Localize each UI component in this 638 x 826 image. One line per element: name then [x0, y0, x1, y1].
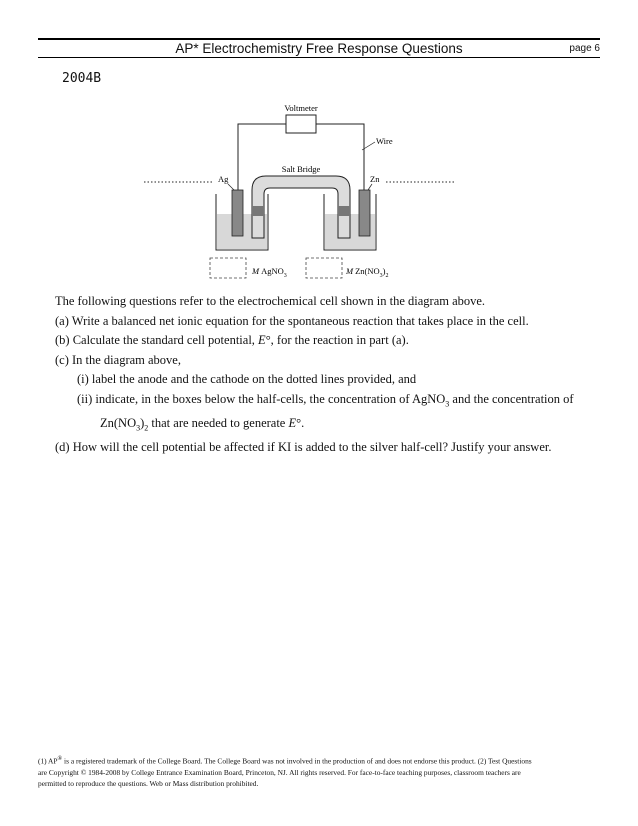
question-c: (c) In the diagram above, [55, 352, 181, 367]
zn-no3-label: M $Zn(NO_3)_2$ [346, 266, 389, 279]
left-plug [252, 206, 264, 216]
question-d: (d) How will the cell potential be affected if KI is added to the silver half-cell? Justify your answer. [55, 439, 552, 454]
ag-electrode [232, 190, 243, 236]
zn-label: Zn [370, 174, 380, 184]
header-bottom-rule [38, 57, 600, 58]
question-intro: The following questions refer to the electrochemical cell shown in the diagram above. [55, 294, 486, 308]
page-number: page 6 [569, 43, 600, 54]
footer-line-2: are Copyright © 1984-2008 by College Entrance Examination Board, Princeton, NJ. All rights reserved. For face-to-face teaching purposes, classroom teachers are [38, 767, 521, 777]
question-a: (a) Write a balanced net ionic equation for the spontaneous reaction that takes place in the cell. [55, 313, 529, 328]
copyright-footer [38, 754, 606, 790]
voltmeter-box [286, 115, 316, 133]
ag-pointer [228, 184, 234, 190]
agno3-concentration-box[interactable] [210, 258, 246, 278]
wire-label: Wire [376, 136, 393, 146]
zn-concentration-box[interactable] [306, 258, 342, 278]
page-header [38, 38, 600, 58]
question-year: 2004B [62, 71, 102, 86]
question-text [55, 292, 615, 457]
question-b: (b) Calculate the standard cell potential, E°, for the reaction in part (a). [55, 333, 409, 347]
agno3-label: M AgNO$_3$ [252, 266, 287, 279]
ag-label: Ag [218, 174, 229, 184]
question-c-i: (i) label the anode and the cathode on the dotted lines provided, and [77, 372, 417, 386]
footer-line-1: (1) AP® is a registered trademark of the College Board. The College Board was not involved in the production of and does not endorse this product. (2) Test Questions [38, 756, 532, 766]
zn-electrode [359, 190, 370, 236]
zn-pointer [368, 184, 372, 190]
question-c-ii: (ii) indicate, in the boxes below the half-cells, the concentration of AgNO$_3$ and the concentration of [77, 391, 574, 408]
electrochemical-cell-diagram [140, 98, 460, 288]
header-title: AP* Electrochemistry Free Response Questions [175, 41, 463, 56]
salt-bridge-label: Salt Bridge [281, 164, 321, 174]
header-top-rule [38, 38, 600, 40]
right-plug [338, 206, 350, 216]
voltmeter-label: Voltmeter [284, 103, 318, 113]
question-c-ii-cont: $Zn(NO_3)_2$ that are needed to generate E°. [100, 415, 305, 432]
footer-line-3: permitted to reproduce the questions. Web or Mass distribution prohibited. [38, 779, 259, 789]
